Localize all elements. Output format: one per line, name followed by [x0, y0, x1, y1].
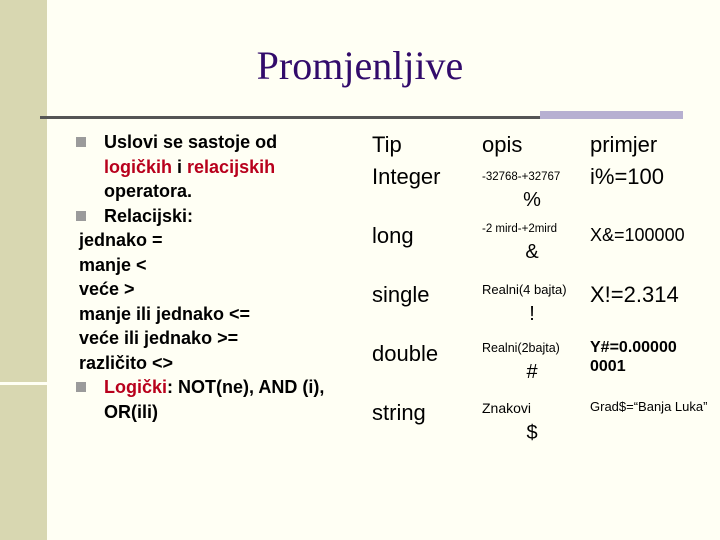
- header-primjer: primjer: [590, 132, 658, 157]
- bullet-text: jednako =: [79, 230, 163, 250]
- header-tip: Tip: [372, 132, 402, 157]
- header-opis: opis: [482, 132, 523, 157]
- bullet-text: Uslovi se sastoje od: [104, 132, 278, 152]
- sidebar-divider: [0, 382, 47, 385]
- cell-primjer: Grad$=“Banja Luka”: [590, 399, 708, 414]
- opis-text: -32768-+32767: [482, 171, 561, 183]
- table-row: [364, 335, 711, 394]
- cell-tip: double: [372, 341, 439, 366]
- type-suffix-symbol: %: [523, 189, 541, 211]
- highlighted-term: relacijskih: [187, 156, 276, 177]
- highlighted-term: logičkih: [104, 156, 173, 177]
- cell-opis: [474, 217, 582, 276]
- bullet-line: [79, 277, 369, 302]
- type-suffix-symbol: $: [526, 422, 538, 444]
- bullet-line: [79, 375, 369, 400]
- cell-primjer: X&=100000: [590, 225, 685, 245]
- table-row: [364, 394, 711, 453]
- bullet-text: : NOT(ne), AND (i),: [167, 377, 325, 397]
- bullet-line: [79, 179, 369, 204]
- bullet-list: [79, 130, 369, 424]
- table-row: [364, 158, 711, 217]
- opis-text: Realni(4 bajta): [482, 282, 567, 297]
- opis-text: Znakovi: [482, 400, 532, 416]
- square-bullet-icon: [76, 382, 86, 392]
- opis-text: -2 mird-+2mird: [482, 223, 558, 235]
- cell-tip: Integer: [372, 164, 441, 189]
- bullet-text: i: [172, 156, 188, 177]
- cell-primjer: i%=100: [590, 164, 665, 189]
- bullet-line: [79, 228, 369, 253]
- bullet-text: veće ili jednako >=: [79, 328, 239, 348]
- cell-tip: single: [372, 282, 430, 307]
- bullet-text: različito <>: [79, 352, 174, 373]
- bullet-text: manje ili jednako <=: [79, 303, 251, 324]
- table-header-row: [364, 116, 711, 158]
- cell-primjer: X!=2.314: [590, 282, 679, 307]
- cell-primjer: Y#=0.00000 0001: [590, 339, 677, 375]
- bullet-text: operatora.: [104, 181, 193, 201]
- bullet-line: [79, 130, 369, 155]
- cell-opis: [474, 276, 582, 335]
- bullet-line: [79, 204, 369, 229]
- bullet-line: [79, 155, 369, 180]
- slide-title: Promjenljive: [256, 43, 464, 88]
- bullet-line: [79, 302, 369, 327]
- cell-tip: long: [372, 223, 414, 248]
- square-bullet-icon: [76, 211, 86, 221]
- highlighted-term: Logički: [104, 377, 168, 397]
- types-table: [364, 116, 711, 453]
- bullet-line: [79, 400, 369, 425]
- type-suffix-symbol: !: [529, 303, 535, 325]
- bullet-text: veće >: [79, 279, 135, 299]
- type-suffix-symbol: #: [526, 361, 538, 383]
- cell-opis: [474, 158, 582, 217]
- cell-tip: string: [372, 400, 426, 425]
- cell-opis: [474, 335, 582, 394]
- bullet-line: [79, 253, 369, 278]
- bullet-text: Relacijski:: [104, 205, 194, 226]
- square-bullet-icon: [76, 137, 86, 147]
- bullet-line: [79, 351, 369, 376]
- cell-opis: [474, 394, 582, 453]
- table-row: [364, 217, 711, 276]
- table-row: [364, 276, 711, 335]
- bullet-text: manje <: [79, 254, 147, 275]
- bullet-text: OR(ili): [104, 401, 158, 422]
- opis-text: Realni(2bajta): [482, 341, 560, 355]
- bullet-line: [79, 326, 369, 351]
- type-suffix-symbol: &: [525, 241, 539, 263]
